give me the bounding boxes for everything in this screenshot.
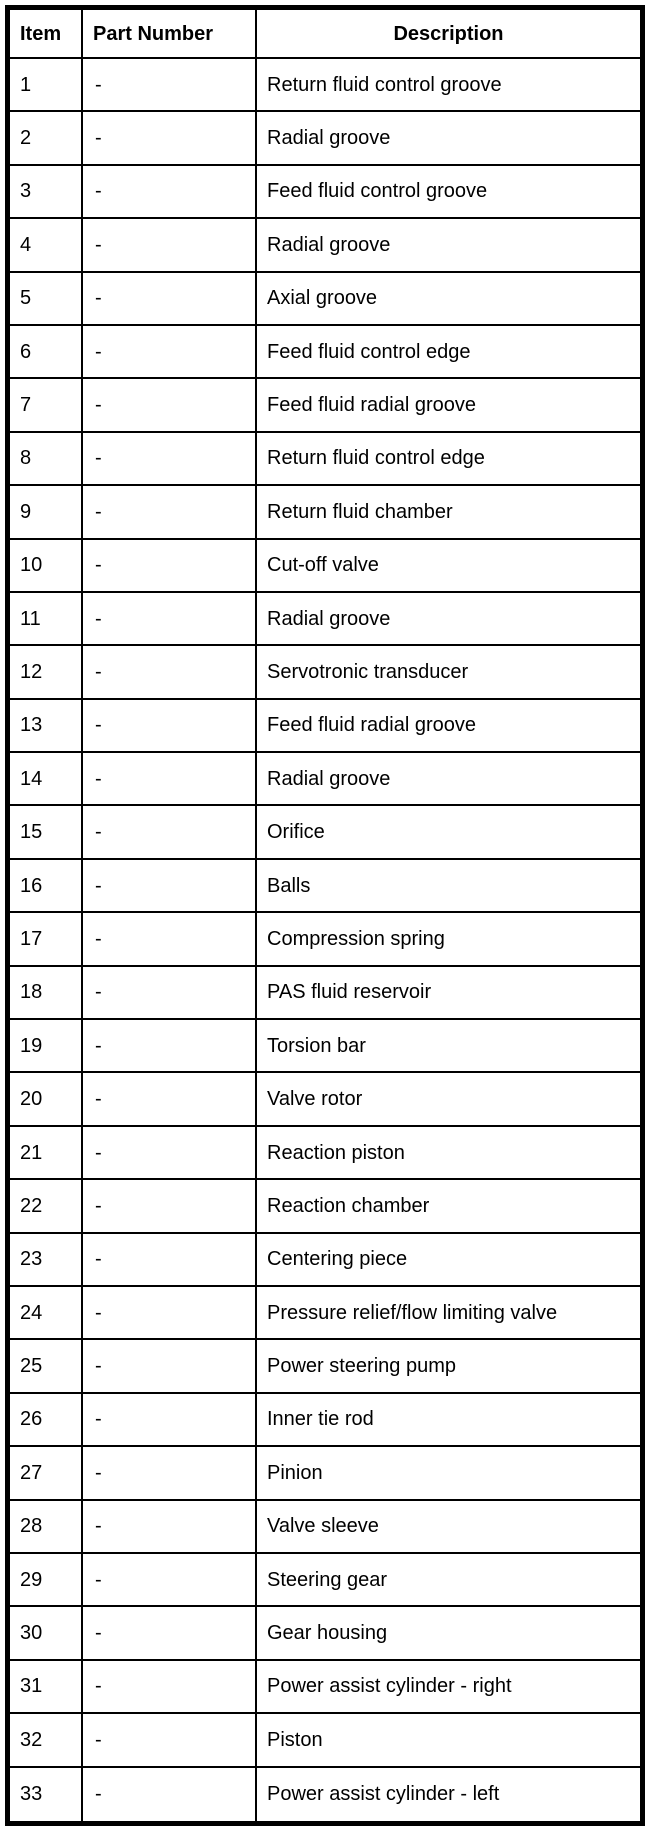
description-cell: Torsion bar [257, 1020, 640, 1073]
table-row [10, 112, 640, 165]
item-cell: 32 [10, 1714, 83, 1767]
description-cell: Reaction chamber [257, 1180, 640, 1233]
description-cell: PAS fluid reservoir [257, 967, 640, 1020]
item-cell: 17 [10, 913, 83, 966]
header-part-number: Part Number [83, 10, 257, 59]
description-cell: Pinion [257, 1447, 640, 1500]
part-number-cell: - [83, 1180, 257, 1233]
table-row [10, 219, 640, 272]
part-number-cell: - [83, 593, 257, 646]
item-cell: 31 [10, 1661, 83, 1714]
description-cell: Return fluid chamber [257, 486, 640, 539]
description-cell: Feed fluid radial groove [257, 379, 640, 432]
table-row [10, 753, 640, 806]
table-row [10, 700, 640, 753]
description-cell: Radial groove [257, 593, 640, 646]
part-number-cell: - [83, 1340, 257, 1393]
part-number-cell: - [83, 273, 257, 326]
table-row [10, 379, 640, 432]
part-number-cell: - [83, 1501, 257, 1554]
table-row [10, 1340, 640, 1393]
description-cell: Pressure relief/flow limiting valve [257, 1287, 640, 1340]
table-row [10, 166, 640, 219]
item-cell: 25 [10, 1340, 83, 1393]
part-number-cell: - [83, 486, 257, 539]
item-cell: 33 [10, 1768, 83, 1821]
part-number-cell: - [83, 379, 257, 432]
description-cell: Valve rotor [257, 1073, 640, 1126]
item-cell: 6 [10, 326, 83, 379]
item-cell: 14 [10, 753, 83, 806]
table-row [10, 1073, 640, 1126]
item-cell: 15 [10, 806, 83, 859]
part-number-cell: - [83, 700, 257, 753]
part-number-cell: - [83, 913, 257, 966]
header-item: Item [10, 10, 83, 59]
table-row [10, 1501, 640, 1554]
item-cell: 12 [10, 646, 83, 699]
description-cell: Balls [257, 860, 640, 913]
part-number-cell: - [83, 326, 257, 379]
description-cell: Return fluid control groove [257, 59, 640, 112]
part-number-cell: - [83, 112, 257, 165]
table-row [10, 1287, 640, 1340]
table-row [10, 1180, 640, 1233]
description-cell: Feed fluid control groove [257, 166, 640, 219]
table-row [10, 1394, 640, 1447]
table-row [10, 593, 640, 646]
part-number-cell: - [83, 1768, 257, 1821]
table-row [10, 326, 640, 379]
item-cell: 1 [10, 59, 83, 112]
table-row [10, 486, 640, 539]
item-cell: 30 [10, 1607, 83, 1660]
item-cell: 22 [10, 1180, 83, 1233]
header-description: Description [257, 10, 640, 59]
description-cell: Feed fluid control edge [257, 326, 640, 379]
parts-table [5, 5, 645, 1826]
description-cell: Power steering pump [257, 1340, 640, 1393]
description-cell: Power assist cylinder - left [267, 1783, 500, 1806]
part-number-cell: - [83, 1607, 257, 1660]
item-cell: 3 [10, 166, 83, 219]
part-number-cell: - [83, 646, 257, 699]
description-cell: Radial groove [257, 753, 640, 806]
description-cell: Servotronic transducer [257, 646, 640, 699]
item-cell: 26 [10, 1394, 83, 1447]
part-number-cell: - [83, 1287, 257, 1340]
table-row [10, 1127, 640, 1180]
description-cell: Power assist cylinder - right [257, 1661, 640, 1714]
part-number-cell: - [83, 1554, 257, 1607]
table-row [10, 1768, 640, 1821]
item-cell: 10 [10, 540, 83, 593]
item-cell: 5 [10, 273, 83, 326]
table-row [10, 540, 640, 593]
item-cell: 9 [10, 486, 83, 539]
table-row [10, 913, 640, 966]
part-number-cell: - [83, 1447, 257, 1500]
description-cell: Steering gear [257, 1554, 640, 1607]
item-cell: 8 [10, 433, 83, 486]
part-number-cell: - [83, 1714, 257, 1767]
table-row [10, 646, 640, 699]
table-row [10, 433, 640, 486]
table-row [10, 967, 640, 1020]
table-row [10, 860, 640, 913]
part-number-cell: - [83, 540, 257, 593]
part-number-cell: - [83, 1661, 257, 1714]
item-cell: 28 [10, 1501, 83, 1554]
item-cell: 11 [10, 593, 83, 646]
description-cell: Compression spring [257, 913, 640, 966]
description-cell: Inner tie rod [257, 1394, 640, 1447]
table-row [10, 273, 640, 326]
item-cell: 24 [10, 1287, 83, 1340]
table-row [10, 1661, 640, 1714]
item-cell: 16 [10, 860, 83, 913]
item-cell: 7 [10, 379, 83, 432]
table-row [10, 1607, 640, 1660]
part-number-cell: - [83, 166, 257, 219]
part-number-cell: - [83, 59, 257, 112]
item-cell: 21 [10, 1127, 83, 1180]
table-row [10, 1447, 640, 1500]
part-number-cell: - [83, 1020, 257, 1073]
description-cell: Piston [257, 1714, 640, 1767]
description-cell: Feed fluid radial groove [257, 700, 640, 753]
part-number-cell: - [83, 433, 257, 486]
table-row [10, 1554, 640, 1607]
description-cell: Centering piece [257, 1234, 640, 1287]
description-cell: Return fluid control edge [257, 433, 640, 486]
table-row [10, 1020, 640, 1073]
part-number-cell: - [83, 1234, 257, 1287]
table-row [10, 1714, 640, 1767]
description-cell: Radial groove [257, 112, 640, 165]
description-cell: Valve sleeve [257, 1501, 640, 1554]
table-row [10, 806, 640, 859]
description-cell: Reaction piston [257, 1127, 640, 1180]
table-row [10, 59, 640, 112]
part-number-cell: - [83, 219, 257, 272]
part-number-cell: - [83, 753, 257, 806]
part-number-cell: - [83, 806, 257, 859]
part-number-cell: - [83, 1394, 257, 1447]
part-number-cell: - [83, 860, 257, 913]
part-number-cell: - [83, 967, 257, 1020]
item-cell: 13 [10, 700, 83, 753]
item-cell: 4 [10, 219, 83, 272]
part-number-cell: - [83, 1127, 257, 1180]
description-cell: Orifice [257, 806, 640, 859]
description-cell: Gear housing [257, 1607, 640, 1660]
item-cell: 19 [10, 1020, 83, 1073]
item-cell: 29 [10, 1554, 83, 1607]
item-cell: 18 [10, 967, 83, 1020]
part-number-cell: - [83, 1073, 257, 1126]
item-cell: 23 [10, 1234, 83, 1287]
description-cell: Radial groove [257, 219, 640, 272]
item-cell: 2 [10, 112, 83, 165]
header-row [10, 10, 640, 59]
description-cell: Cut-off valve [257, 540, 640, 593]
table-row [10, 1234, 640, 1287]
item-cell: 27 [10, 1447, 83, 1500]
item-cell: 20 [10, 1073, 83, 1126]
description-cell: Axial groove [257, 273, 640, 326]
